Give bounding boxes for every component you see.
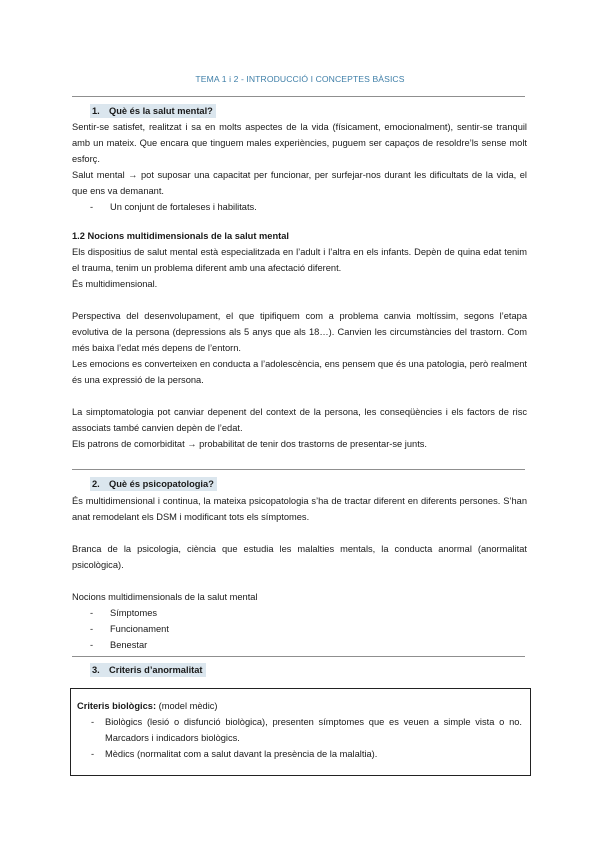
list-item xyxy=(77,714,522,746)
divider xyxy=(72,96,525,97)
section-2-body xyxy=(72,493,527,653)
paragraph: Sentir-se satisfet, realitzat i sa en molts aspectes de la vida (físicament, emocionalment), sentir-se tranquil amb un mateix. Que encara que tinguem males experiències, puguem ser capaços de resoldre’ls sense molt esforç. xyxy=(72,122,527,164)
paragraph: Els patrons de comorbiditat → probabilitat de tenir dos trastorns de presentar-se junts. xyxy=(72,439,428,449)
box-heading-bold: Criteris biològics: xyxy=(77,701,157,711)
paragraph: Perspectiva del desenvolupament, el que tipifiquem com a problema canvia moltíssim, segons l’etapa evolutiva de la persona (depressions als 5 anys que als 18…). Canvien les circumstàncies del trastorn. Com més baixa l’edat més depens de l’entorn. xyxy=(72,311,527,353)
document-title: TEMA 1 i 2 - INTRODUCCIÓ I CONCEPTES BÀSICS xyxy=(195,74,405,84)
section-2-heading xyxy=(90,477,217,491)
divider xyxy=(72,656,525,657)
paragraph: Branca de la psicologia, ciència que estudia les malalties mentals, la conducta anormal (anormalitat psicològica). xyxy=(72,544,527,570)
paragraph: Els dispositius de salut mental està especialitzada en l’adult i l’altra en els infants. Depèn de quina edat tenim el trauma, tenim un problema diferent amb una afectació diferent. xyxy=(72,247,527,273)
list-item xyxy=(72,199,527,215)
section-1-2-body xyxy=(72,228,527,452)
list-item xyxy=(72,605,527,621)
section-number: 2. xyxy=(92,479,100,489)
list-item-text: Benestar xyxy=(110,640,148,650)
paragraph: És multidimensional. xyxy=(72,279,158,289)
section-title: Què és la salut mental? xyxy=(109,106,213,116)
section-1-heading xyxy=(90,104,216,118)
section-title: Què és psicopatologia? xyxy=(109,479,214,489)
bullet-dash: - xyxy=(90,624,94,634)
bullet-dash: - xyxy=(91,717,95,727)
bullet-dash: - xyxy=(90,608,94,618)
list-item xyxy=(72,621,527,637)
divider xyxy=(72,469,525,470)
subsection-heading: 1.2 Nocions multidimensionals de la salut mental xyxy=(72,231,289,241)
bullet-dash: - xyxy=(90,202,94,212)
box-heading xyxy=(77,698,522,714)
list-item-text: Funcionament xyxy=(110,624,169,634)
paragraph: És multidimensional i continua, la mateixa psicopatologia s’ha de tractar diferent en diferents persones. S’han anat remodelant els DSM i modificant tots els símptomes. xyxy=(72,496,527,522)
paragraph: Salut mental → pot suposar una capacitat per funcionar, per surfejar-nos durant les dificultats de la vida, el que ens va demanant. xyxy=(72,170,527,196)
paragraph: Les emocions es converteixen en conducta a l’adolescència, ens pensem que és una patologia, però realment és una expressió de la persona. xyxy=(72,359,527,385)
list-item xyxy=(72,637,527,653)
section-number: 3. xyxy=(92,665,100,675)
list-item-text: Un conjunt de fortaleses i habilitats. xyxy=(110,202,257,212)
bullet-dash: - xyxy=(91,749,95,759)
box-heading-rest: (model mèdic) xyxy=(156,701,218,711)
list-item-text: Símptomes xyxy=(110,608,158,618)
bullet-dash: - xyxy=(90,640,94,650)
section-title: Criteris d’anormalitat xyxy=(109,665,203,675)
list-item-text: Biològics (lesió o disfunció biològica), presenten símptomes que es veuen a simple vista o no. Marcadors i indicadors biològics. xyxy=(105,717,522,743)
list-item xyxy=(77,746,522,762)
paragraph: Nocions multidimensionals de la salut mental xyxy=(72,592,258,602)
criteria-box xyxy=(70,688,531,776)
list-item-text: Mèdics (normalitat com a salut davant la presència de la malaltia). xyxy=(105,749,378,759)
section-number: 1. xyxy=(92,106,100,116)
section-3-heading xyxy=(90,663,206,677)
section-1-body xyxy=(72,119,527,215)
paragraph: La simptomatologia pot canviar depenent del context de la persona, les conseqüències i els factors de risc associats també canvien depèn de l’edat. xyxy=(72,407,527,433)
